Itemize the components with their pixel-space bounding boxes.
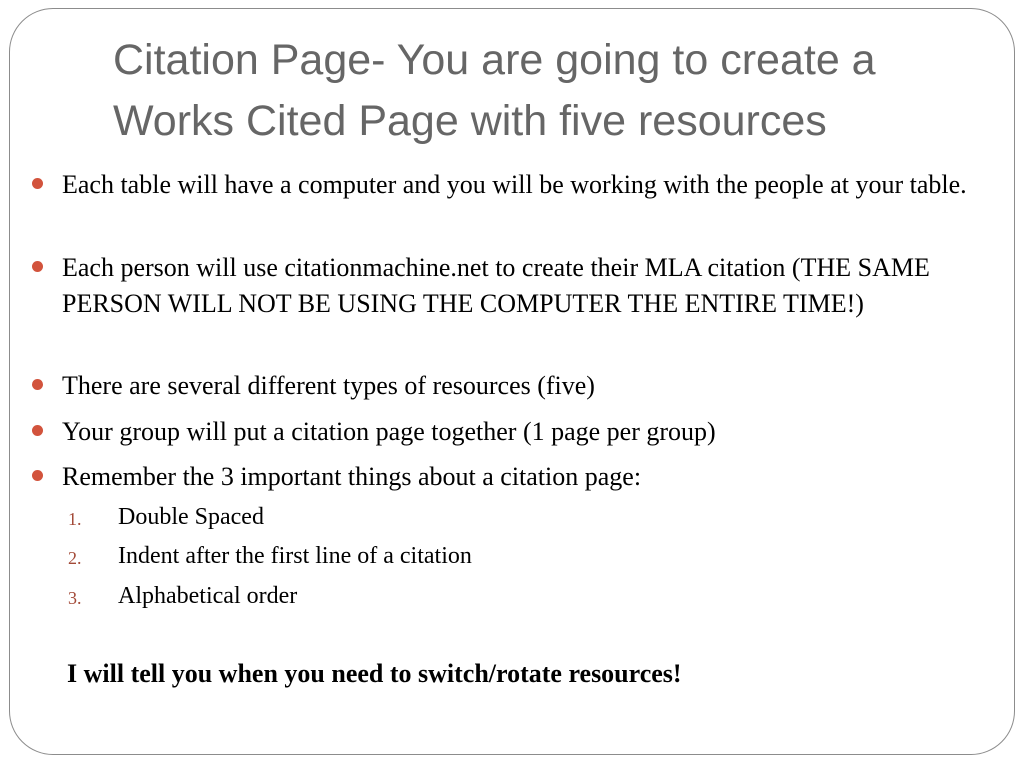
numbered-item: Double Spaced [118, 504, 264, 530]
bullet-item: Each person will use citationmachine.net to create their MLA citation (THE SAME PERSON WILL NOT BE USING THE COMPUTER THE ENTIRE TIME!) [62, 253, 930, 318]
bullet-dot-icon [32, 425, 43, 436]
bullet-dot-icon [32, 470, 43, 481]
bullet-dot-icon [32, 379, 43, 390]
bullet-dot-icon [32, 261, 43, 272]
list-number: 3. [68, 588, 82, 608]
rotation-note: I will tell you when you need to switch/rotate resources! [67, 659, 682, 688]
numbered-item: Alphabetical order [118, 583, 298, 609]
bullet-item: Your group will put a citation page together (1 page per group) [62, 417, 716, 446]
numbered-item: Indent after the first line of a citation [118, 543, 472, 569]
slide-title: Citation Page- You are going to create a Works Cited Page with five resources [113, 36, 876, 145]
bullet-item: There are several different types of resources (five) [62, 371, 595, 400]
bullet-item: Remember the 3 important things about a citation page: [62, 462, 642, 491]
list-number: 1. [68, 509, 82, 529]
list-number: 2. [68, 548, 82, 568]
bullet-item: Each table will have a computer and you will be working with the people at your table. [62, 170, 967, 199]
bullet-dot-icon [32, 178, 43, 189]
